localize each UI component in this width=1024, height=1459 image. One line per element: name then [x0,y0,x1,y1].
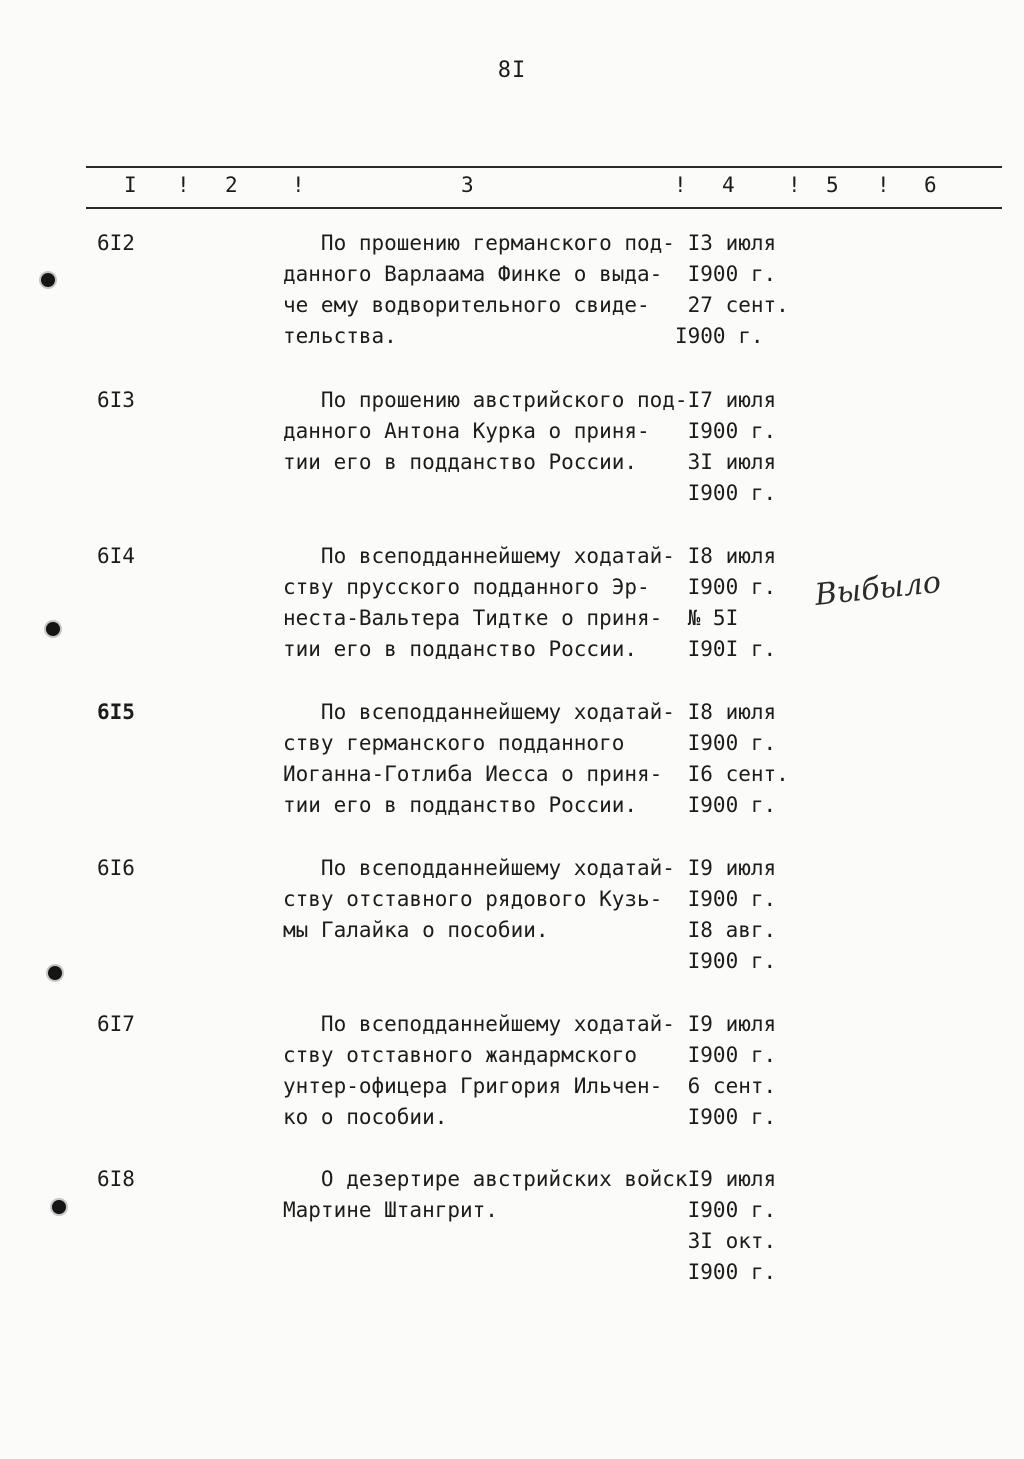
date-line: I7 июля [675,388,777,412]
row-description [283,1164,688,1226]
description-line: тельства. [283,324,397,348]
description-line: ству германского подданного [283,731,625,755]
row-number: 6I5 [97,700,135,724]
date-line: I3 июля [675,231,777,255]
punch-hole-icon [48,966,62,980]
header-col-5: 5 [826,173,839,197]
date-line: 27 сент. [675,293,789,317]
description-line: По всеподданнейшему ходатай- [283,1012,675,1036]
row-number: 6I6 [97,856,135,880]
description-line: тии его в подданство России. [283,450,638,474]
row-number: 6I7 [97,1012,135,1036]
header-col-4: 4 [722,173,735,197]
row-dates [675,1164,795,1288]
table-header-rule-top [86,166,1002,168]
date-line: № 5I [675,606,739,630]
header-separator: ! [877,173,890,197]
punch-hole-icon [46,622,60,636]
date-line: I9 июля [675,1012,777,1036]
row-dates [675,1009,795,1133]
header-separator: ! [788,173,801,197]
description-line: ству прусского подданного Эр- [283,575,650,599]
date-line: I900 г. [675,1260,777,1284]
description-line: По прошению германского под- [283,231,675,255]
description-line: О дезертире австрийских войск [283,1167,688,1191]
header-separator: ! [674,173,687,197]
date-line: I8 июля [675,544,777,568]
description-line: По всеподданнейшему ходатай- [283,544,675,568]
date-line: I900 г. [675,949,777,973]
description-line: По прошению австрийского под- [283,388,688,412]
punch-hole-icon [41,273,55,287]
date-line: I9 июля [675,856,777,880]
handwritten-annotation: Выбыло [813,564,943,613]
date-line: I8 июля [675,700,777,724]
row-number: 6I4 [97,544,135,568]
header-col-3: 3 [461,173,474,197]
date-line: I900 г. [675,481,777,505]
description-line: По всеподданнейшему ходатай- [283,856,675,880]
date-line: I90I г. [675,637,777,661]
date-line: 3I июля [675,450,777,474]
date-line: I6 сент. [675,762,789,786]
header-col-2: 2 [225,173,238,197]
description-line: тии его в подданство России. [283,793,638,817]
date-line: I9 июля [675,1167,777,1191]
date-line: I900 г. [675,731,777,755]
row-description [283,228,683,352]
date-line: I900 г. [675,1198,777,1222]
header-col-1: I [124,173,137,197]
description-line: ству отставного жандармского [283,1043,638,1067]
date-line: 6 сент. [675,1074,777,1098]
date-line: I900 г. [675,1043,777,1067]
header-col-6: 6 [924,173,937,197]
row-number: 6I3 [97,388,135,412]
row-dates [675,385,795,509]
description-line: данного Варлаама Финке о выда- [283,262,663,286]
header-separator: ! [292,173,305,197]
row-description [283,697,683,821]
description-line: Иоганна-Готлиба Иесса о приня- [283,762,663,786]
date-line: I900 г. [675,1105,777,1129]
row-dates [675,541,795,665]
row-description [283,541,683,665]
description-line: ству отставного рядового Кузь- [283,887,663,911]
page-number: 8I [497,58,527,83]
description-line: че ему водворительного свиде- [283,293,650,317]
date-line: I900 г. [675,887,777,911]
date-line: I900 г. [675,262,777,286]
date-line: I900 г. [675,419,777,443]
punch-hole-icon [52,1200,66,1214]
row-description [283,853,683,946]
date-line: I900 г. [675,324,764,348]
description-line: ко о пособии. [283,1105,448,1129]
description-line: унтер-офицера Григория Ильчен- [283,1074,663,1098]
row-dates [675,853,795,977]
description-line: Мартине Штангрит. [283,1198,498,1222]
row-dates [675,228,795,352]
row-dates [675,697,795,821]
row-description [283,1009,683,1133]
row-number: 6I8 [97,1167,135,1191]
description-line: тии его в подданство России. [283,637,638,661]
description-line: По всеподданнейшему ходатай- [283,700,675,724]
row-description [283,385,688,478]
description-line: мы Галайка о пособии. [283,918,549,942]
header-separator: ! [177,173,190,197]
date-line: I8 авг. [675,918,777,942]
date-line: I900 г. [675,575,777,599]
date-line: 3I окт. [675,1229,777,1253]
row-number: 6I2 [97,231,135,255]
description-line: данного Антона Курка о приня- [283,419,650,443]
description-line: неста-Вальтера Тидтке о приня- [283,606,663,630]
table-header-rule-bottom [86,207,1002,209]
date-line: I900 г. [675,793,777,817]
